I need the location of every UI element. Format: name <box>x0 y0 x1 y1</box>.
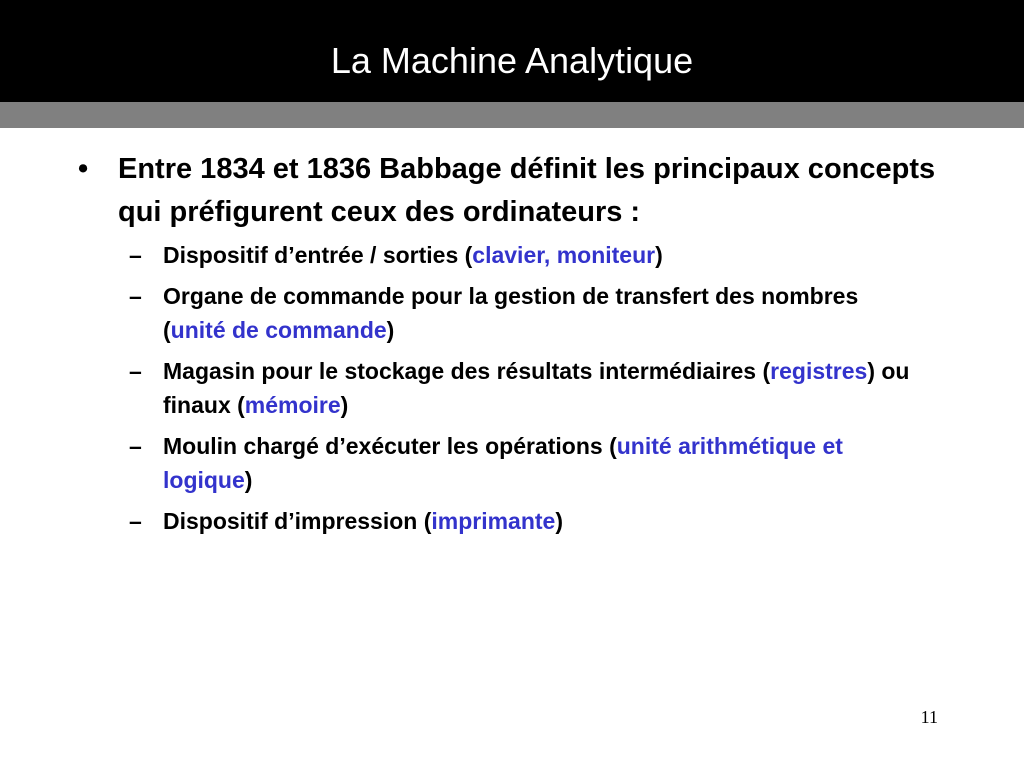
sub-item-text-middle: ) ou finaux ( <box>163 358 910 418</box>
highlight-term: clavier, moniteur <box>472 242 656 268</box>
dash-marker: – <box>129 283 142 309</box>
sub-item-text: Moulin chargé d’exécuter les opérations ( <box>163 433 617 459</box>
sub-item-printing <box>0 504 923 538</box>
sub-item-control-unit <box>0 279 923 347</box>
main-bullet-text: Entre 1834 et 1836 Babbage définit les principaux concepts qui préfigurent ceux des ordinateurs : <box>118 153 936 228</box>
sub-item-text-end: ) <box>655 242 663 268</box>
sub-item-text-end: ) <box>244 467 253 493</box>
highlight-term-2: mémoire <box>244 392 341 418</box>
dash-marker: – <box>129 433 142 459</box>
highlight-term: registres <box>770 358 868 384</box>
sub-item-mill <box>0 429 923 497</box>
title-bar <box>0 0 1024 102</box>
sub-item-text: Dispositif d’impression ( <box>163 508 432 534</box>
header-divider-band <box>0 102 1024 128</box>
sub-item-input-output <box>0 238 923 272</box>
page-number: 11 <box>920 707 938 727</box>
sub-item-text-end: ) <box>555 508 564 534</box>
highlight-term: unité de commande <box>170 317 387 343</box>
sub-item-text: Organe de commande pour la gestion de transfert des nombres ( <box>163 283 859 343</box>
dash-marker: – <box>129 358 142 384</box>
slide-title: La Machine Analytique <box>330 40 694 81</box>
sub-item-storage <box>0 354 923 422</box>
dash-marker: – <box>129 508 142 534</box>
bullet-marker: • <box>78 153 89 185</box>
main-bullet <box>0 148 958 234</box>
highlight-term: imprimante <box>431 508 556 534</box>
sub-item-text: Magasin pour le stockage des résultats intermédiaires ( <box>163 358 771 384</box>
dash-marker: – <box>129 242 142 268</box>
sub-item-text-end: ) <box>386 317 395 343</box>
highlight-term: unité arithmétique et logique <box>163 433 843 493</box>
sub-item-text-end: ) <box>340 392 349 418</box>
slide-content <box>0 148 1024 545</box>
sub-item-text: Dispositif d’entrée / sorties ( <box>163 242 473 268</box>
sub-item-list <box>0 238 1024 538</box>
